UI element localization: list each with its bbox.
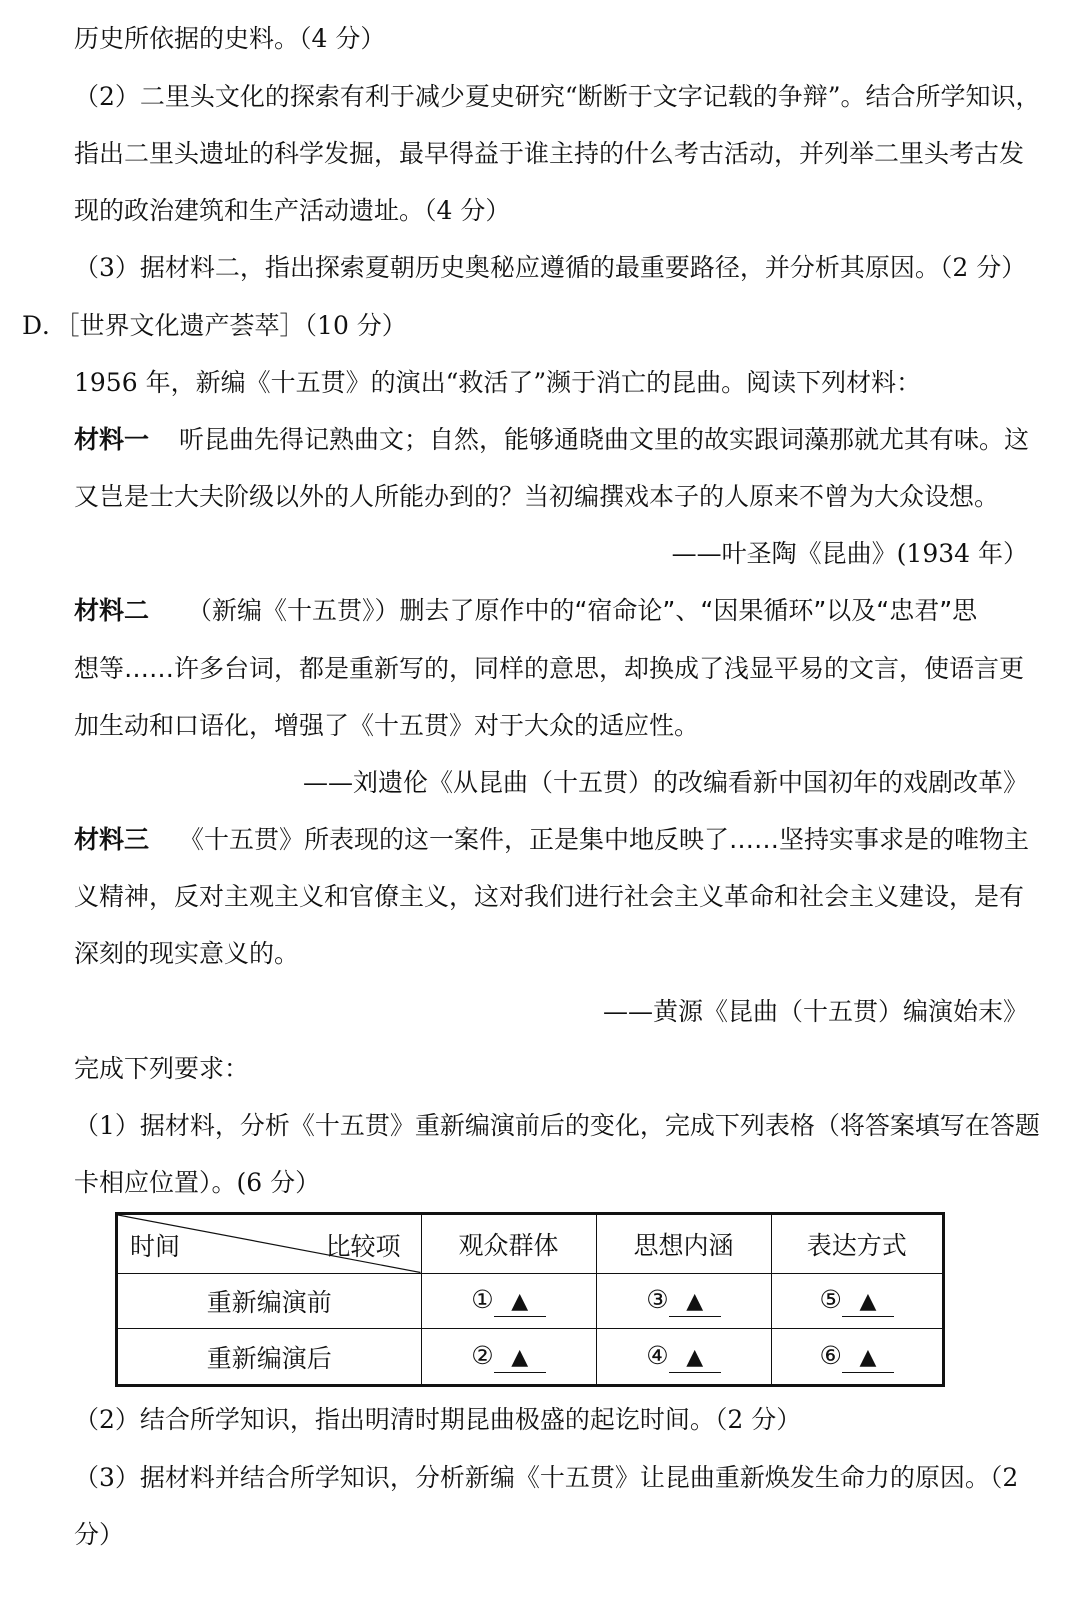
material-2-line-1: [74, 594, 977, 628]
comparison-table: [115, 1212, 945, 1387]
header-audience: 观众群体: [421, 1215, 596, 1273]
triangle-icon: ▲: [859, 1288, 877, 1314]
material-3-line-1: [74, 823, 1029, 857]
material-1-line-1: [74, 423, 1029, 457]
material-3-text: 《十五贯》所表现的这一案件，正是集中地反映了……坚持实事求是的唯物主: [178, 825, 1029, 854]
row-label-before: 重新编演前: [118, 1273, 421, 1329]
material-1-line-2: 又岂是士大夫阶级以外的人所能办到的？当初编撰戏本子的人原来不曾为大众设想。: [74, 482, 1000, 511]
material-1-source: ——叶圣陶《昆曲》(1934 年）: [671, 539, 1028, 568]
material-2-line-3: 加生动和口语化，增强了《十五贯》对于大众的适应性。: [74, 711, 700, 740]
task-3-line-2: 分）: [74, 1520, 125, 1549]
question-2-line-1: （2）二里头文化的探索有利于减少夏史研究“断断于文字记载的争辩”。结合所学知识，: [74, 82, 1041, 111]
intro-line: 1956 年，新编《十五贯》的演出“救活了”濒于消亡的昆曲。阅读下列材料：: [74, 368, 922, 397]
answer-cell: [596, 1273, 771, 1329]
answer-cell: [421, 1329, 596, 1384]
requirements-heading: 完成下列要求：: [74, 1054, 250, 1083]
question-3-line: （3）据材料二，指出探索夏朝历史奥秘应遵循的最重要路径，并分析其原因。（2 分）: [74, 253, 1027, 282]
material-1-label: 材料一: [74, 425, 150, 454]
header-expression: 表达方式: [771, 1215, 942, 1273]
row-label-after: 重新编演后: [118, 1329, 421, 1384]
answer-number: ③: [646, 1284, 669, 1314]
question-2-line-2: 指出二里头遗址的科学发掘，最早得益于谁主持的什么考古活动，并列举二里头考古发: [74, 139, 1025, 168]
material-2-line-2: 想等……许多台词，都是重新写的，同样的意思，却换成了浅显平易的文言，使语言更: [74, 654, 1025, 683]
corner-cell: [118, 1215, 421, 1273]
answer-number: ④: [646, 1340, 669, 1370]
material-3-source: ——黄源《昆曲（十五贯）编演始末》: [602, 997, 1028, 1026]
triangle-icon: ▲: [511, 1288, 529, 1314]
answer-cell: [596, 1329, 771, 1384]
corner-item-label: 比较项: [325, 1232, 401, 1261]
header-ideology: 思想内涵: [596, 1215, 771, 1273]
material-3-line-2: 义精神，反对主观主义和官僚主义，这对我们进行社会主义革命和社会主义建设，是有: [74, 882, 1025, 911]
answer-number: ①: [471, 1284, 494, 1314]
material-2-source: ——刘遗伦《从昆曲（十五贯）的改编看新中国初年的戏剧改革》: [302, 768, 1028, 797]
triangle-icon: ▲: [686, 1288, 704, 1314]
answer-cell: [421, 1273, 596, 1329]
task-2-line: （2）结合所学知识，指出明清时期昆曲极盛的起讫时间。（2 分）: [74, 1405, 802, 1434]
answer-number: ⑤: [819, 1284, 842, 1314]
task-3-line-1: （3）据材料并结合所学知识，分析新编《十五贯》让昆曲重新焕发生命力的原因。（2: [74, 1463, 1019, 1492]
answer-number: ②: [471, 1340, 494, 1370]
text-line: 历史所依据的史料。（4 分）: [74, 24, 386, 53]
question-2-line-3: 现的政治建筑和生产活动遗址。（4 分）: [74, 196, 511, 225]
material-2-label: 材料二: [74, 596, 150, 625]
answer-cell: [771, 1329, 942, 1384]
answer-cell: [771, 1273, 942, 1329]
task-1-line-2: 卡相应位置）。(6 分）: [74, 1168, 321, 1197]
triangle-icon: ▲: [511, 1344, 529, 1370]
triangle-icon: ▲: [686, 1344, 704, 1370]
material-2-text: （新编《十五贯》）删去了原作中的“宿命论”、“因果循环”以及“忠君”思: [186, 596, 978, 625]
material-3-label: 材料三: [74, 825, 150, 854]
task-1-line-1: （1）据材料，分析《十五贯》重新编演前后的变化，完成下列表格（将答案填写在答题: [74, 1111, 1040, 1140]
triangle-icon: ▲: [859, 1344, 877, 1370]
corner-time-label: 时间: [130, 1232, 181, 1261]
answer-number: ⑥: [819, 1340, 842, 1370]
material-1-text: 听昆曲先得记熟曲文；自然，能够通晓曲文里的故实跟词藻那就尤其有味。这: [178, 425, 1029, 454]
material-3-line-3: 深刻的现实意义的。: [74, 939, 300, 968]
section-d-heading: D．［世界文化遗产荟萃］（10 分）: [22, 311, 407, 340]
